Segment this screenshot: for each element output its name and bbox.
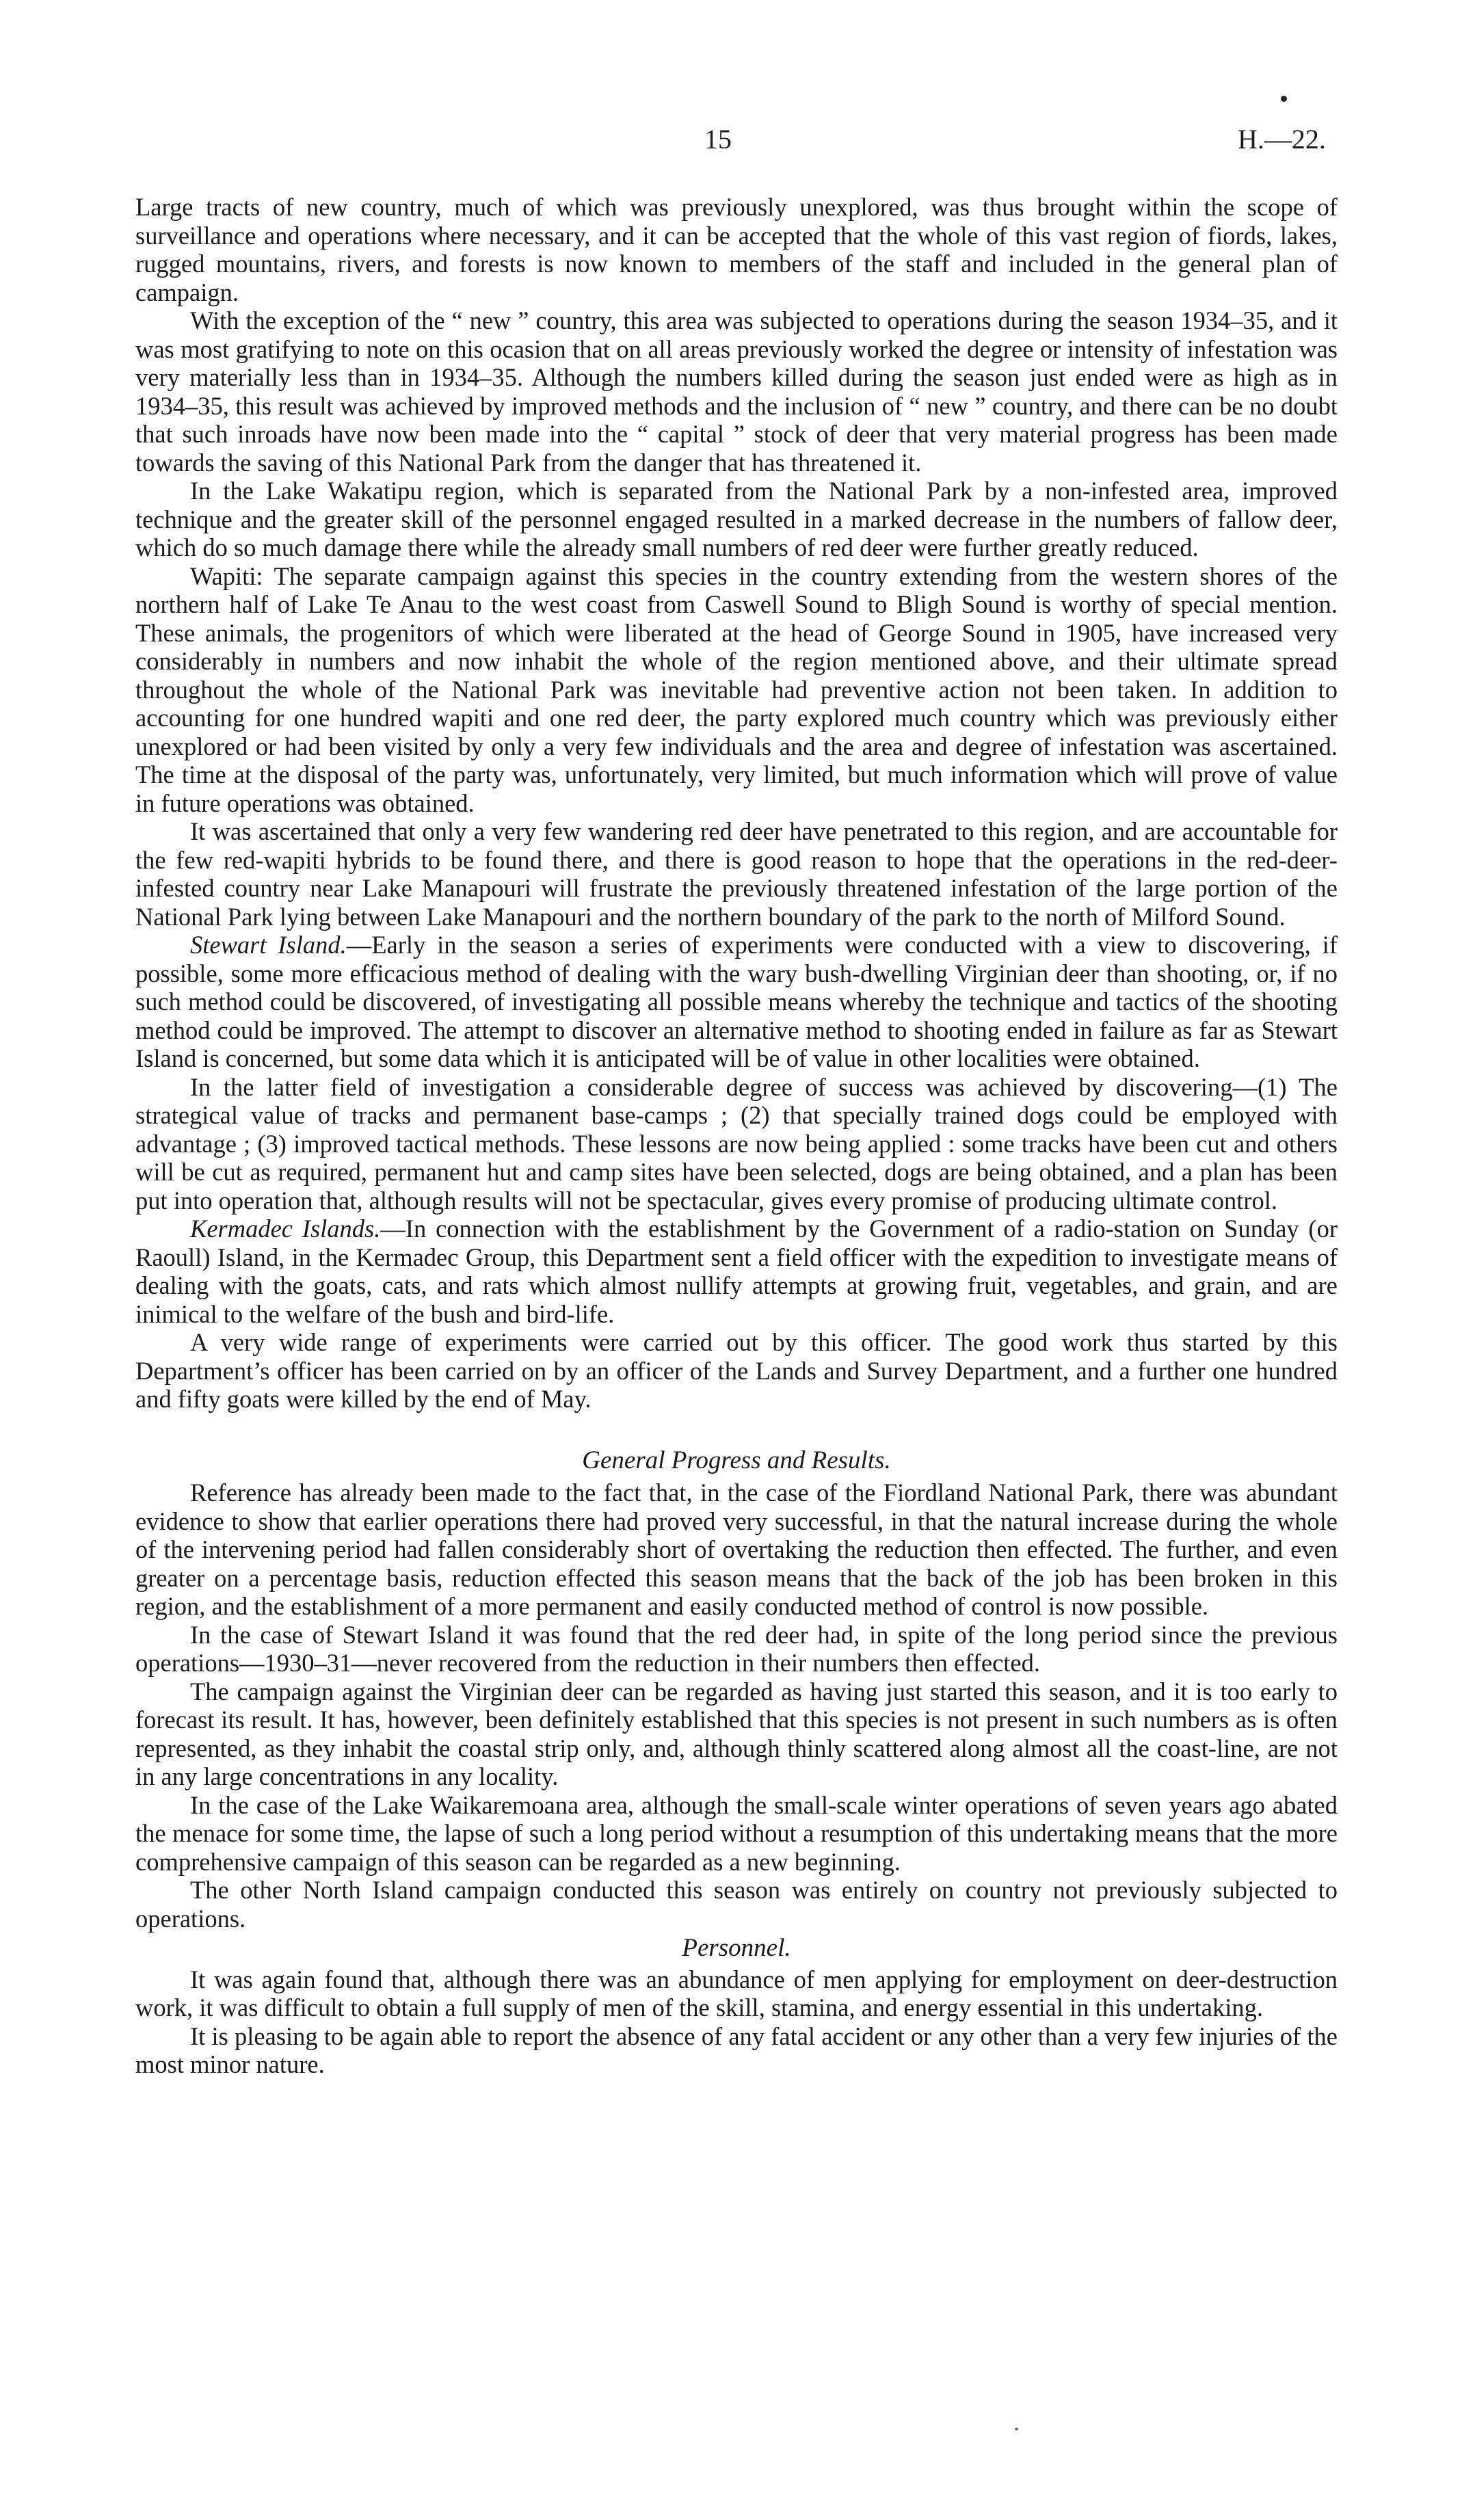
paragraph-stewart-red-deer: In the case of Stewart Island it was found that the red deer had, in spite of the long period since the previous operations—1930–31—never recovered from the reduction in their numbers then effected. (135, 1620, 1338, 1677)
paragraph-wide-range: A very wide range of experiments were carried out by this officer. The good work thus started by this Department’s officer has been carried on by an officer of the Lands and Survey Department, and a further one hundred and fifty goats were killed by the end of May. (135, 1328, 1338, 1413)
stewart-island-label: Stewart Island. (190, 931, 347, 959)
paragraph-waikaremoana: In the case of the Lake Waikaremoana area, although the small-scale winter operations of seven years ago abated the menace for some time, the lapse of such a long period without a resumption of this undertaking means that the more comprehensive campaign of this season can be regarded as a new beginning. (135, 1790, 1338, 1876)
section-heading-general-progress: General Progress and Results. (582, 1446, 891, 1474)
paragraph-latter-field: In the latter field of investigation a considerable degree of success was achieved by discovering—(1) The strategical value of tracks and permanent base-camps ; (2) that specially trained dogs could be employed with advantage ; (3) improved tactical methods. These lessons are now being applied : some tracks have been cut and others will be cut as required, permanent hut and camp sites have been selected, dogs are being obtained, and a plan has been put into operation that, although results will not be spectacular, gives every promise of producing ultimate control. (135, 1072, 1338, 1215)
paragraph-no-fatal-accident: It is pleasing to be again able to report the absence of any fatal accident or any other than a very few injuries of the most minor nature. (135, 2021, 1338, 2078)
page-header (0, 123, 1462, 164)
paragraph-wapiti: Wapiti: The separate campaign against this species in the country extending from the western shores of the northern half of Lake Te Anau to the west coast from Caswell Sound to Bligh Sound is worthy of special mention. These animals, the progenitors of which were liberated at the head of George Sound in 1905, have increased very considerably in numbers and now inhabit the whole of the region mentioned above, and their ultimate spread throughout the whole of the National Park was inevitable had preventive action not been taken. In addition to accounting for one hundred wapiti and one red deer, the party explored much country which was previously either unexplored or had been visited by only a very few individuals and the area and degree of infestation was ascertained. The time at the disposal of the party was, unfortunately, very limited, but much information which will prove of value in future operations was obtained. (135, 561, 1338, 817)
paragraph-fiordland-reference: Reference has already been made to the fact that, in the case of the Fiordland National Park, there was abundant evidence to show that earlier operations there had proved very successful, in that the natural increase during the whole of the intervening period had fallen considerably short of overtaking the reduction then effected. The further, and even greater on a percentage basis, reduction effected this season means that the back of the job has been broken in this region, and the establishment of a more permanent and easily conducted method of control is now possible. (135, 1478, 1338, 1620)
scan-speck (1015, 2428, 1018, 2430)
paragraph-kermadec-islands (135, 1215, 1338, 1328)
paragraph-personnel-supply: It was again found that, although there was an abundance of men applying for employment on deer-destruction work, it was difficult to obtain a full supply of men of the skill, stamina, and energy essential in this undertaking. (135, 1965, 1338, 2021)
section-heading-personnel: Personnel. (682, 1934, 791, 1962)
document-reference: H.—22. (1238, 124, 1326, 155)
paragraph-stewart-island (135, 931, 1338, 1073)
page-number: 15 (704, 124, 732, 155)
paragraph-lake-wakatipu: In the Lake Wakatipu region, which is separated from the National Park by a non-infested area, improved technique and the greater skill of the personnel engaged resulted in a marked decrease in the numbers of fallow deer, which do so much damage there while the already small numbers of red deer were further greatly reduced. (135, 477, 1338, 561)
paragraph-north-island: The other North Island campaign conducted this season was entirely on country not previously subjected to operations. (135, 1876, 1338, 1933)
paragraph-red-deer-penetration: It was ascertained that only a very few wandering red deer have penetrated to this region, and are accountable for the few red-wapiti hybrids to be found there, and there is good reason to hope that the operations in the red-deer-infested country near Lake Manapouri will frustrate the previously threatened infestation of the large portion of the National Park lying between Lake Manapouri and the northern boundary of the park to the north of Milford Sound. (135, 817, 1338, 931)
ink-dot (1281, 96, 1287, 102)
paragraph-virginian-deer: The campaign against the Virginian deer can be regarded as having just started this season, and it is too early to forecast its result. It has, however, been definitely established that this species is not present in such numbers as is often represented, as they inhabit the coastal strip only, and, although thinly scattered along almost all the coast-line, are not in any large concentrations in any locality. (135, 1677, 1338, 1790)
paragraph-new-country: With the exception of the “ new ” country, this area was subjected to operations during the season 1934–35, and it was most gratifying to note on this ocasion that on all areas previously worked the degree or intensity of infestation was very materially less than in 1934–35. Although the numbers killed during the season just ended were as high as in 1934–35, this result was achieved by improved methods and the inclusion of “ new ” country, and there can be no doubt that such inroads have now been made into the “ capital ” stock of deer that very material progress has been made towards the saving of this National Park from the danger that has threatened it. (135, 306, 1338, 477)
stewart-island-text: —Early in the season a series of experiments were conducted with a view to discovering, if possible, some more efficacious method of dealing with the wary bush-dwelling Virginian deer than shooting, or, if no such method could be discovered, of investigating all possible means whereby the technique and tactics of the shooting method could be improved. The attempt to discover an alternative method to shooting ended in failure as far as Stewart Island is concerned, but some data which it is anticipated will be of value in other localities were obtained. (135, 931, 1338, 1072)
document-body (135, 193, 1338, 2079)
paragraph-large-tracts: Large tracts of new country, much of which was previously unexplored, was thus brought within the scope of surveillance and operations where necessary, and it can be accepted that the whole of this vast region of fiords, lakes, rugged mountains, rivers, and forests is now known to members of the staff and included in the general plan of campaign. (135, 193, 1338, 306)
kermadec-islands-label: Kermadec Islands. (190, 1215, 381, 1243)
kermadec-islands-text: —In connection with the establishment by the Government of a radio-station on Sunday (or Raoull) Island, in the Kermadec Group, this Department sent a field officer with the expedition to investigate means of dealing with the goats, cats, and rats which almost nullify attempts at growing fruit, vegetables, and grain, and are inimical to the welfare of the bush and bird-life. (135, 1215, 1338, 1328)
